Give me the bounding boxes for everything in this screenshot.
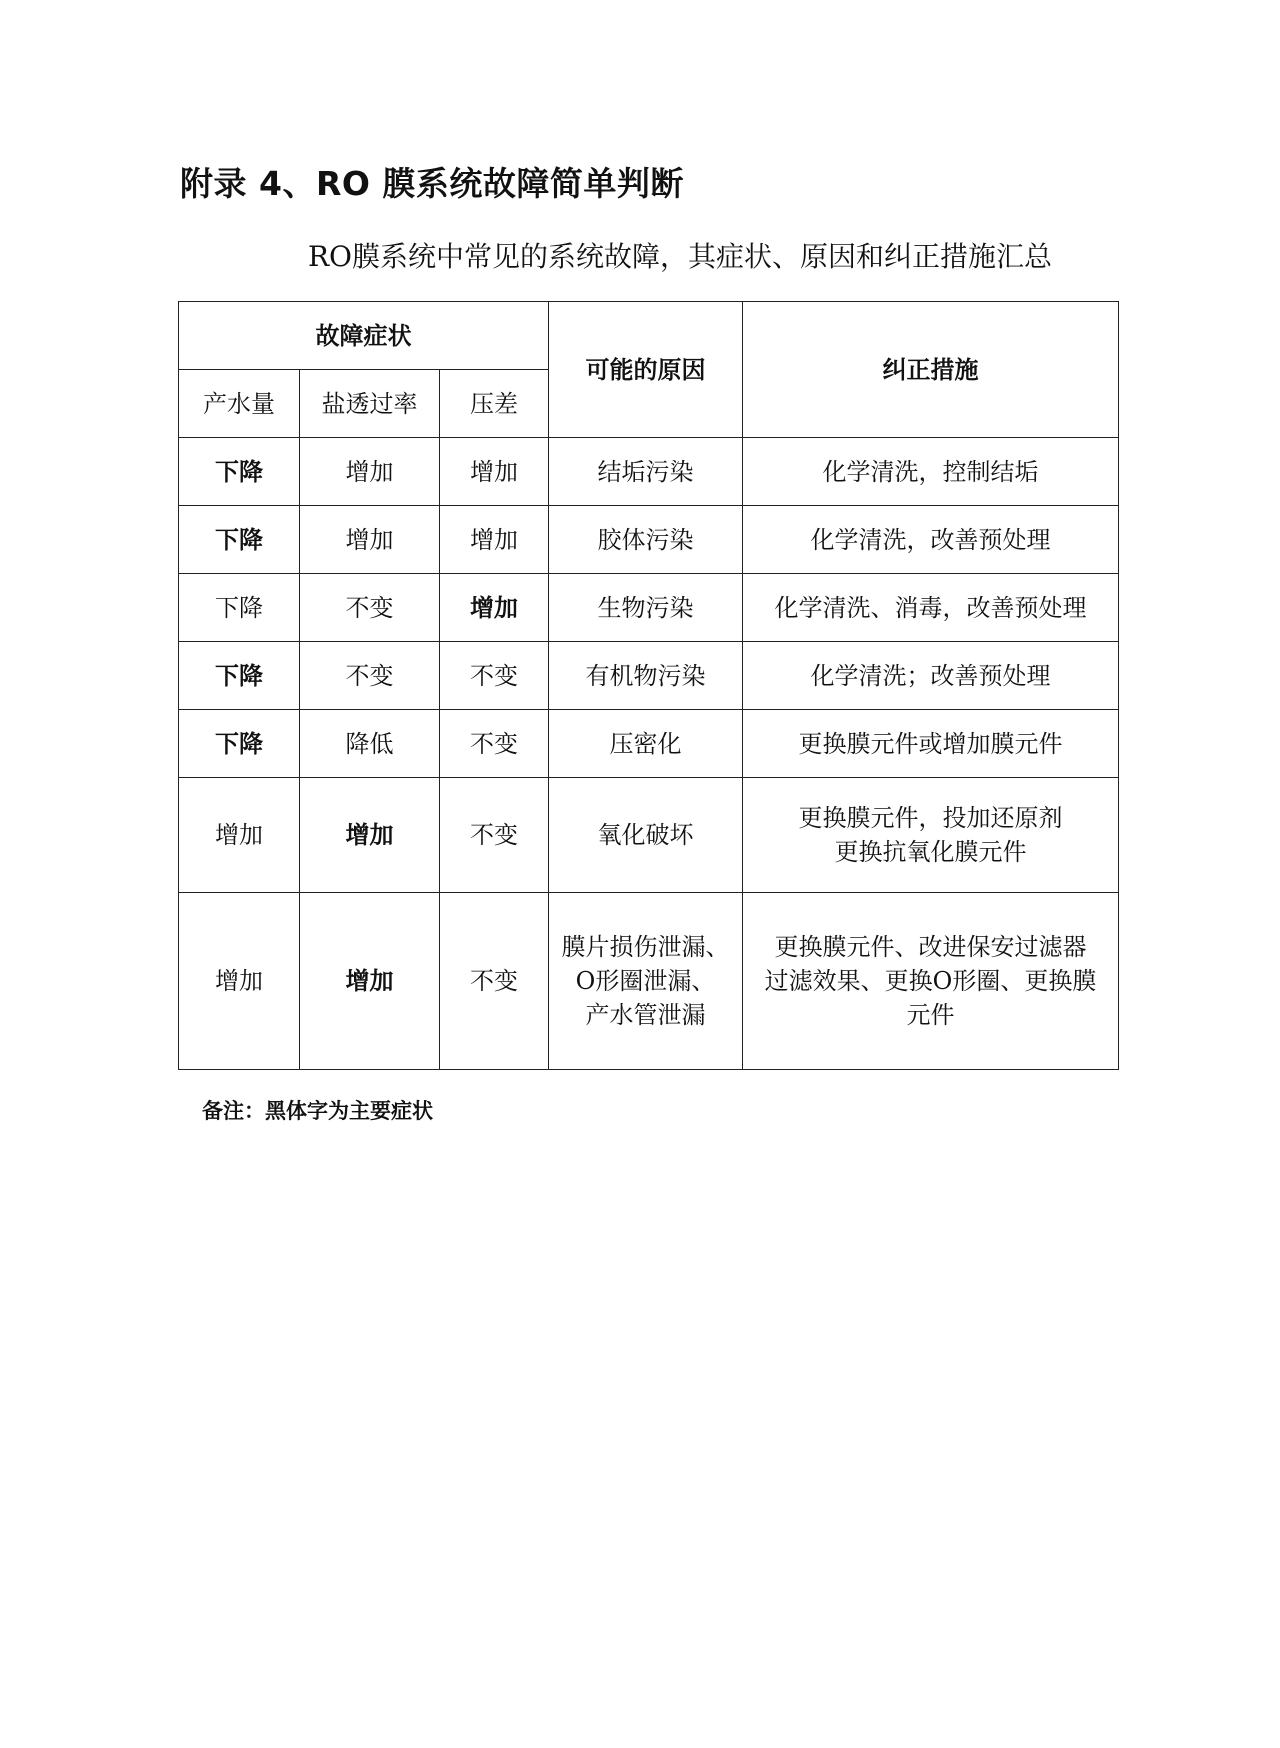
header-possible-cause: 可能的原因 (549, 302, 743, 438)
subheader-salt-passage: 盐透过率 (300, 370, 440, 438)
pressure-drop-cell: 增加 (440, 574, 549, 642)
pressure-drop-cell: 不变 (440, 778, 549, 893)
salt-passage-cell: 增加 (300, 893, 440, 1070)
water-output-cell: 下降 (179, 710, 300, 778)
pressure-drop-cell: 增加 (440, 506, 549, 574)
corrective-action-cell: 更换膜元件或增加膜元件 (743, 710, 1119, 778)
corrective-action-cell: 化学清洗、消毒，改善预处理 (743, 574, 1119, 642)
pressure-drop-cell: 不变 (440, 893, 549, 1070)
table-row (179, 710, 1119, 778)
possible-cause-cell: 生物污染 (549, 574, 743, 642)
possible-cause-cell: 膜片损伤泄漏、 O形圈泄漏、 产水管泄漏 (549, 893, 743, 1070)
salt-passage-cell: 不变 (300, 574, 440, 642)
salt-passage-cell: 不变 (300, 642, 440, 710)
salt-passage-cell: 增加 (300, 778, 440, 893)
table-row (179, 642, 1119, 710)
table-row (179, 506, 1119, 574)
water-output-cell: 增加 (179, 778, 300, 893)
header-fault-symptoms: 故障症状 (179, 302, 549, 370)
pressure-drop-cell: 不变 (440, 710, 549, 778)
water-output-cell: 下降 (179, 506, 300, 574)
corrective-action-cell: 更换膜元件，投加还原剂 更换抗氧化膜元件 (743, 778, 1119, 893)
corrective-action-cell: 化学清洗；改善预处理 (743, 642, 1119, 710)
header-corrective-action: 纠正措施 (743, 302, 1119, 438)
water-output-cell: 下降 (179, 642, 300, 710)
table-caption: RO膜系统中常见的系统故障，其症状、原因和纠正措施汇总 (307, 240, 1053, 273)
water-output-cell: 下降 (179, 438, 300, 506)
salt-passage-cell: 降低 (300, 710, 440, 778)
table-row (179, 438, 1119, 506)
salt-passage-cell: 增加 (300, 506, 440, 574)
pressure-drop-cell: 不变 (440, 642, 549, 710)
possible-cause-cell: 有机物污染 (549, 642, 743, 710)
water-output-cell: 下降 (179, 574, 300, 642)
water-output-cell: 增加 (179, 893, 300, 1070)
corrective-action-cell: 化学清洗，控制结垢 (743, 438, 1119, 506)
table-row (179, 893, 1119, 1070)
subheader-water-output: 产水量 (179, 370, 300, 438)
possible-cause-cell: 结垢污染 (549, 438, 743, 506)
page-heading: 附录 4、RO 膜系统故障简单判断 (180, 164, 684, 203)
footnote: 备注：黑体字为主要症状 (202, 1099, 433, 1123)
subheader-pressure-drop: 压差 (440, 370, 549, 438)
fault-table (178, 301, 1119, 1070)
table-row (179, 574, 1119, 642)
corrective-action-cell: 更换膜元件、改进保安过滤器 过滤效果、更换O形圈、更换膜 元件 (743, 893, 1119, 1070)
possible-cause-cell: 氧化破坏 (549, 778, 743, 893)
corrective-action-cell: 化学清洗，改善预处理 (743, 506, 1119, 574)
possible-cause-cell: 胶体污染 (549, 506, 743, 574)
pressure-drop-cell: 增加 (440, 438, 549, 506)
table-row (179, 778, 1119, 893)
salt-passage-cell: 增加 (300, 438, 440, 506)
possible-cause-cell: 压密化 (549, 710, 743, 778)
